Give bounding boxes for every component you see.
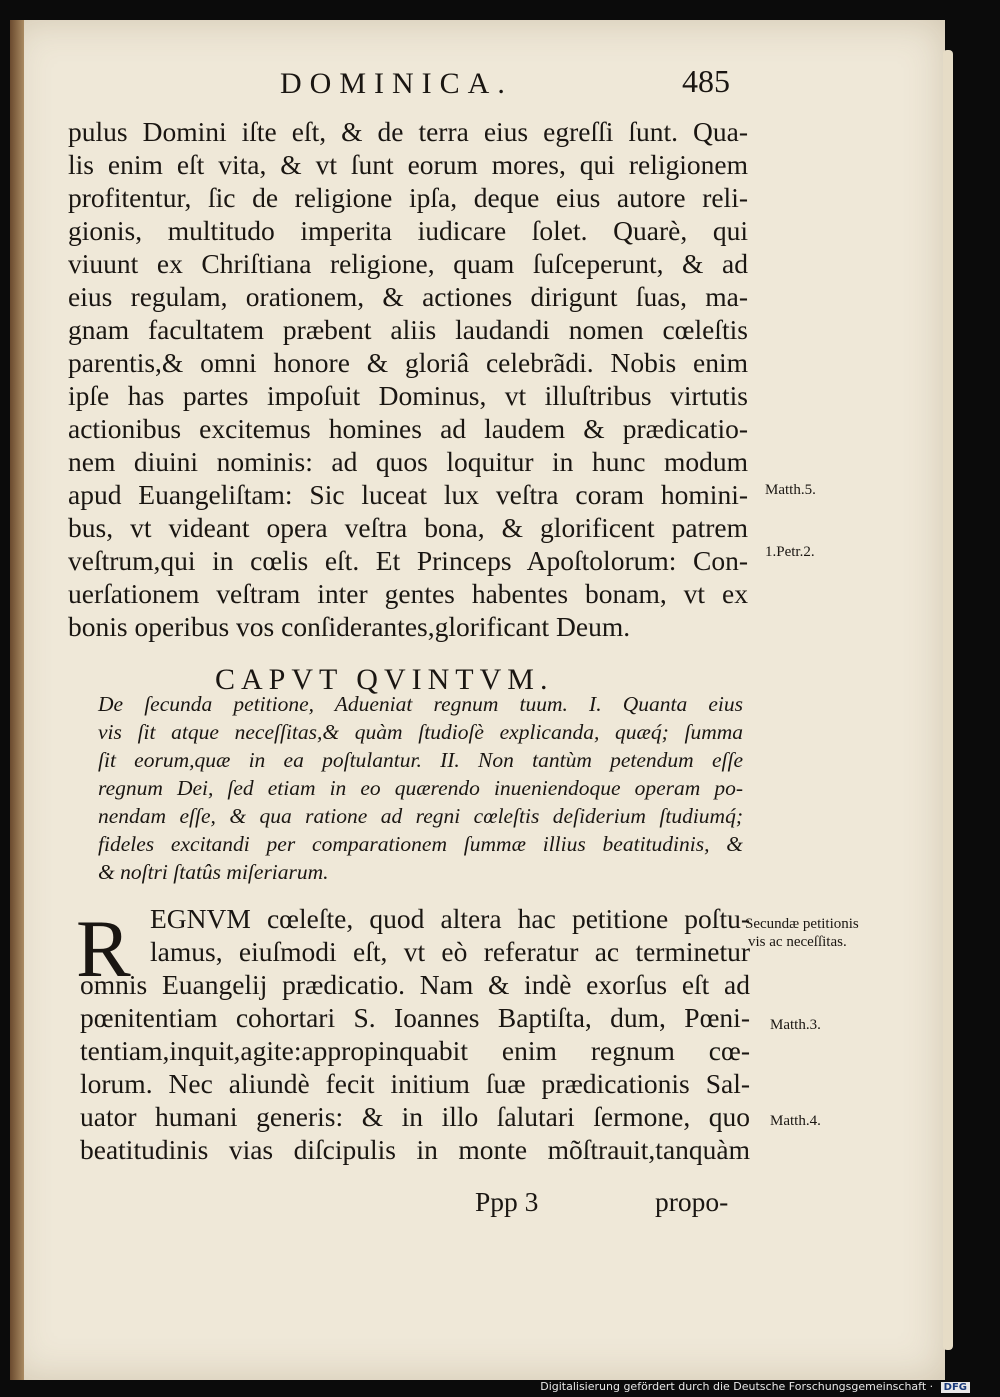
body-line: lis enim eſt vita, & vt ſunt eorum mores, qui religionem [68, 149, 748, 180]
body-line: uerſationem veſtram inter gentes habentes bonam, vt ex [68, 578, 748, 609]
margin-note-matth4: Matth.4. [770, 1113, 821, 1129]
dfg-logo: DFG [941, 1382, 970, 1393]
body-line: profitentur, ſic de religione ipſa, deque eius autore reli- [68, 182, 748, 213]
summary-line: De ſecunda petitione, Adueniat regnum tuum. I. Quanta eius [98, 692, 743, 716]
page-edge [943, 50, 953, 1350]
page-number: 485 [682, 63, 730, 99]
body-line: gionis, multitudo imperita iudicare ſolet. Quarè, qui [68, 215, 748, 246]
summary-line: nendam eſſe, & qua ratione ad regni cœleſtis deſiderium ſtudiumq́; [98, 804, 743, 828]
margin-note-matth3: Matth.3. [770, 1017, 821, 1033]
body-line: beatitudinis vias diſcipulis in monte mõſtrauit,tanquàm [80, 1134, 750, 1165]
summary-line: & noſtri ſtatûs miſeriarum. [98, 860, 329, 884]
running-head: DOMINICA. [280, 67, 513, 100]
body-line: lamus, eiuſmodi eſt, vt eò referatur ac terminetur [150, 936, 750, 967]
body-line: pulus Domini iſte eſt, & de terra eius egreſſi ſunt. Qua- [68, 116, 748, 147]
chapter-title: CAPVT QVINTVM. [215, 663, 554, 696]
body-line: bus, vt videant opera veſtra bona, & glorificent patrem [68, 512, 748, 543]
body-line: lorum. Nec aliundè fecit initium ſuæ prædicationis Sal- [80, 1068, 750, 1099]
body-line: actionibus excitemus homines ad laudem & prædicatio- [68, 413, 748, 444]
book-spine [10, 20, 24, 1380]
summary-line: fideles excitandi per comparationem ſummæ illius beatitudinis, & [98, 832, 743, 856]
body-line: omnis Euangelij prædicatio. Nam & indè exorſus eſt ad [80, 969, 750, 1000]
body-line: eius regulam, orationem, & actiones dirigunt ſuas, ma- [68, 281, 748, 312]
body-line: EGNVM cœleſte, quod altera hac petitione poſtu- [150, 903, 750, 934]
body-line: nem diuini nominis: ad quos loquitur in hunc modum [68, 446, 748, 477]
body-line: gnam facultatem præbent aliis laudandi nomen cœleſtis [68, 314, 748, 345]
credit-text: Digitalisierung gefördert durch die Deutsche Forschungsgemeinschaft [540, 1380, 927, 1393]
digitization-credit: Digitalisierung gefördert durch die Deutsche Forschungsgemeinschaft · DFG [540, 1380, 970, 1393]
summary-line: regnum Dei, ſed etiam in eo quærendo inueniendoque operam po- [98, 776, 743, 800]
margin-note-petr2: 1.Petr.2. [765, 544, 815, 560]
margin-note-matth5: Matth.5. [765, 482, 816, 498]
body-line: bonis operibus vos conſiderantes,glorificant Deum. [68, 611, 631, 642]
margin-note-secundae: Secundæ petitionis [745, 916, 859, 932]
summary-line: vis ſit atque neceſſitas,& quàm ſtudioſè explicanda, quæq́; ſumma [98, 720, 743, 744]
body-line: tentiam,inquit,agite:appropinquabit enim regnum cœ- [80, 1035, 750, 1066]
body-line: uator humani generis: & in illo ſalutari ſermone, quo [80, 1101, 750, 1132]
body-line: apud Euangeliſtam: Sic luceat lux veſtra coram homini- [68, 479, 748, 510]
book-page [10, 20, 945, 1380]
signature-mark: Ppp 3 [475, 1186, 539, 1217]
summary-line: ſit eorum,quæ in ea poſtulantur. II. Non tantùm petendum eſſe [98, 748, 743, 772]
body-line: pœnitentiam cohortari S. Ioannes Baptiſta, dum, Pœni- [80, 1002, 750, 1033]
margin-note-secundae-2: vis ac neceſſitas. [748, 934, 847, 950]
body-line: ipſe has partes impoſuit Dominus, vt illuſtribus virtutis [68, 380, 748, 411]
body-line: veſtrum,qui in cœlis eſt. Et Princeps Apoſtolorum: Con- [68, 545, 748, 576]
body-line: viuunt ex Chriſtiana religione, quam ſuſceperunt, & ad [68, 248, 748, 279]
body-line: parentis,& omni honore & gloriâ celebrãdi. Nobis enim [68, 347, 748, 378]
catchword: propo- [655, 1186, 729, 1217]
drop-capital: R [76, 903, 131, 994]
